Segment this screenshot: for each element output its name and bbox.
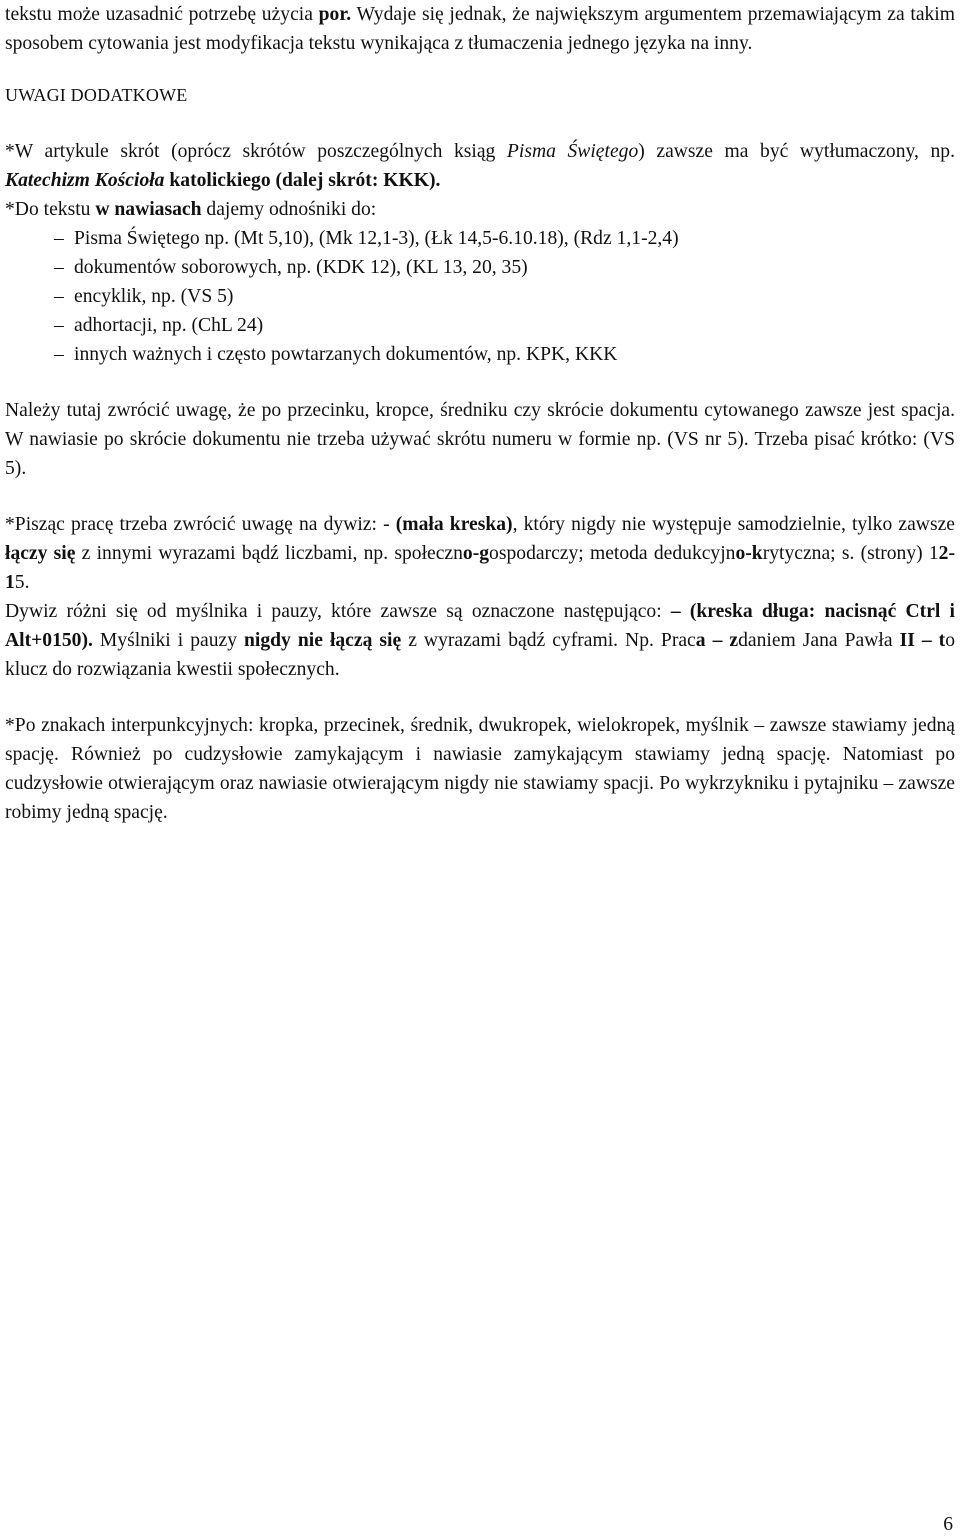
text-run: Dywiz różni się od myślnika i pauzy, które zawsze są oznaczone następująco: — [5, 601, 671, 622]
list-item: – encyklik, np. (VS 5) — [74, 282, 955, 311]
list-item: – innych ważnych i często powtarzanych dokumentów, np. KPK, KKK — [74, 340, 955, 369]
paragraph-dash — [5, 597, 955, 684]
text-run: *W artykule skrót (oprócz skrótów poszczególnych ksiąg — [5, 141, 507, 162]
bold-run: (mała kreska) — [395, 514, 513, 535]
bold-run: łączy się — [5, 543, 76, 564]
bold-run: II – t — [899, 630, 946, 651]
italic-run: Pisma Świętego — [506, 141, 639, 162]
text-run: Wydaje się jednak, że największym argumentem przemawiającym za takim sposobem cytowania jest modyfikacja tekstu wynikająca z tłumaczenia jednego języka na inny. — [5, 4, 955, 54]
text-run: rytyczna; s. (strony) 1 — [762, 543, 939, 564]
paragraph-references-intro — [5, 195, 955, 224]
text-run: ospodarczy; metoda dedukcyjn — [489, 543, 736, 564]
text-run: ) zawsze ma być wytłumaczony, np. — [638, 141, 955, 162]
text-run: dajemy odnośniki do: — [201, 199, 377, 220]
bold-run: w nawiasach — [95, 199, 202, 220]
paragraph-intro — [5, 0, 955, 58]
text-run: o klucz do rozwiązania kwestii społecznych. — [5, 630, 955, 680]
document-page — [5, 0, 955, 827]
list-item: – dokumentów soborowych, np. (KDK 12), (KL 13, 20, 35) — [74, 253, 955, 282]
bold-run: katolickiego (dalej skrót: KKK). — [164, 170, 441, 191]
bold-run: nigdy nie łączą się — [244, 630, 402, 651]
bold-run: 2-1 — [5, 543, 955, 593]
paragraph-punctuation: *Po znakach interpunkcyjnych: kropka, przecinek, średnik, dwukropek, wielokropek, myślnik – zawsze stawiamy jedną spację. Również po cudzysłowie zamykającym i nawiasie zamykającym stawiamy jedną spację. Natomiast po cudzysłowie otwierającym oraz nawiasie otwierającym nigdy nie stawiamy spacji. Po wykrzykniku i pytajniku – zawsze robimy jedną spację. — [5, 715, 955, 823]
text-run: , który nigdy nie występuje samodzielnie, tylko zawsze — [512, 514, 955, 535]
spacer — [5, 483, 955, 510]
bold-italic-run: Katechizm Kościoła — [5, 170, 165, 191]
spacer — [5, 110, 955, 137]
text-run: *Pisząc pracę trzeba zwrócić uwagę na dywiz: - — [5, 514, 396, 535]
paragraph-hyphen — [5, 510, 955, 597]
reference-list — [5, 224, 955, 369]
bold-run: a – z — [695, 630, 739, 651]
spacer — [5, 58, 955, 81]
text-run: tekstu może uzasadnić potrzebę użycia — [5, 4, 319, 25]
bold-run: o-g — [462, 543, 490, 564]
page-number: 6 — [943, 1514, 953, 1535]
spacer — [5, 684, 955, 711]
text-run: z wyrazami bądź cyframi. Np. Prac — [401, 630, 696, 651]
text-run: 5. — [14, 572, 30, 593]
spacer — [5, 369, 955, 396]
paragraph-spacing-note: Należy tutaj zwrócić uwagę, że po przecinku, kropce, średniku czy skrócie dokumentu cytowanego zawsze jest spacja. W nawiasie po skrócie dokumentu nie trzeba używać skrótu numeru w formie np. (VS nr 5). Trzeba pisać krótko: (VS 5). — [5, 400, 955, 479]
bold-run: – (kreska długa: nacisnąć Ctrl i Alt+0150). — [5, 601, 955, 651]
text-run: *Do tekstu — [5, 199, 96, 220]
list-item: – Pisma Świętego np. (Mt 5,10), (Mk 12,1-3), (Łk 14,5-6.10.18), (Rdz 1,1-2,4) — [74, 224, 955, 253]
text-run: daniem Jana Pawła — [738, 630, 900, 651]
text-run: Myślniki i pauzy — [92, 630, 245, 651]
section-heading: UWAGI DODATKOWE — [5, 85, 188, 105]
text-run: z innymi wyrazami bądź liczbami, np. społeczn — [75, 543, 463, 564]
list-item: – adhortacji, np. (ChL 24) — [74, 311, 955, 340]
paragraph-abbreviations — [5, 137, 955, 195]
bold-run: por. — [318, 4, 352, 25]
bold-run: o-k — [735, 543, 763, 564]
